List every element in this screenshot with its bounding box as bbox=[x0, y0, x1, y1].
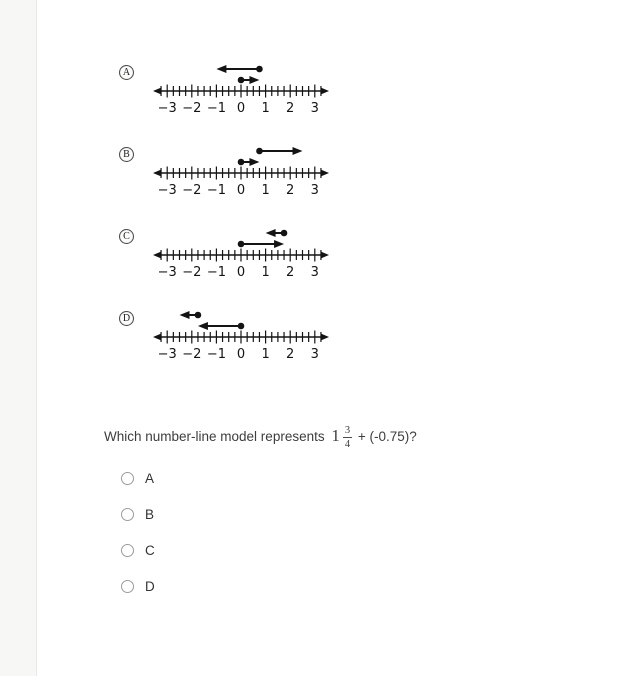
svg-text:−3: −3 bbox=[157, 183, 177, 198]
svg-text:1: 1 bbox=[261, 183, 270, 198]
choice-row-c[interactable] bbox=[121, 542, 634, 558]
svg-text:2: 2 bbox=[286, 265, 295, 280]
svg-text:−1: −1 bbox=[206, 265, 226, 280]
svg-text:2: 2 bbox=[286, 101, 295, 116]
fraction-numerator: 3 bbox=[343, 425, 352, 438]
radio-choice-d[interactable] bbox=[121, 580, 134, 593]
svg-text:3: 3 bbox=[310, 101, 319, 116]
radio-choice-a[interactable] bbox=[121, 472, 134, 485]
number-line-diagram-d bbox=[151, 306, 331, 364]
fraction-denominator: 4 bbox=[344, 439, 351, 451]
question-text-before: Which number-line model represents bbox=[104, 429, 325, 445]
question-text bbox=[104, 425, 634, 450]
svg-text:3: 3 bbox=[310, 347, 319, 362]
model-label-c: C bbox=[119, 229, 134, 244]
choice-row-b[interactable] bbox=[121, 506, 634, 522]
choice-label-d: D bbox=[145, 578, 155, 594]
svg-text:2: 2 bbox=[286, 183, 295, 198]
svg-text:−2: −2 bbox=[182, 183, 202, 198]
radio-choice-b[interactable] bbox=[121, 508, 134, 521]
mixed-number bbox=[328, 425, 354, 451]
radio-choice-c[interactable] bbox=[121, 544, 134, 557]
answer-choices bbox=[121, 470, 634, 594]
svg-text:2: 2 bbox=[286, 347, 295, 362]
model-row-d bbox=[119, 306, 634, 364]
svg-text:3: 3 bbox=[310, 265, 319, 280]
question-text-after: + (-0.75)? bbox=[357, 429, 417, 445]
svg-text:3: 3 bbox=[310, 183, 319, 198]
svg-text:−3: −3 bbox=[157, 265, 177, 280]
svg-text:−2: −2 bbox=[182, 265, 202, 280]
model-row-b bbox=[119, 142, 634, 200]
svg-text:0: 0 bbox=[236, 101, 246, 116]
number-line-diagram-b bbox=[151, 142, 331, 200]
svg-text:1: 1 bbox=[261, 101, 270, 116]
svg-text:−1: −1 bbox=[206, 101, 226, 116]
model-label-a: A bbox=[119, 65, 134, 80]
choice-row-a[interactable] bbox=[121, 470, 634, 486]
choice-label-b: B bbox=[145, 506, 155, 522]
model-row-a bbox=[119, 60, 634, 118]
svg-text:1: 1 bbox=[261, 265, 270, 280]
svg-text:−3: −3 bbox=[157, 101, 177, 116]
svg-text:−3: −3 bbox=[157, 347, 177, 362]
svg-text:−1: −1 bbox=[206, 183, 226, 198]
model-label-d: D bbox=[119, 311, 134, 326]
mixed-number-whole: 1 bbox=[331, 426, 340, 446]
svg-text:0: 0 bbox=[236, 347, 246, 362]
left-gutter-strip bbox=[0, 0, 37, 676]
model-label-b: B bbox=[119, 147, 134, 162]
choice-row-d[interactable] bbox=[121, 578, 634, 594]
svg-text:−2: −2 bbox=[182, 347, 202, 362]
model-row-c bbox=[119, 224, 634, 282]
number-line-diagram-a bbox=[151, 60, 331, 118]
svg-text:1: 1 bbox=[261, 347, 270, 362]
svg-text:−2: −2 bbox=[182, 101, 202, 116]
choice-label-c: C bbox=[145, 542, 155, 558]
svg-text:−1: −1 bbox=[206, 347, 226, 362]
number-line-diagram-c bbox=[151, 224, 331, 282]
svg-text:0: 0 bbox=[236, 265, 246, 280]
quiz-content bbox=[37, 0, 634, 676]
choice-label-a: A bbox=[145, 470, 155, 486]
mixed-number-fraction bbox=[343, 425, 352, 450]
svg-text:0: 0 bbox=[236, 183, 246, 198]
